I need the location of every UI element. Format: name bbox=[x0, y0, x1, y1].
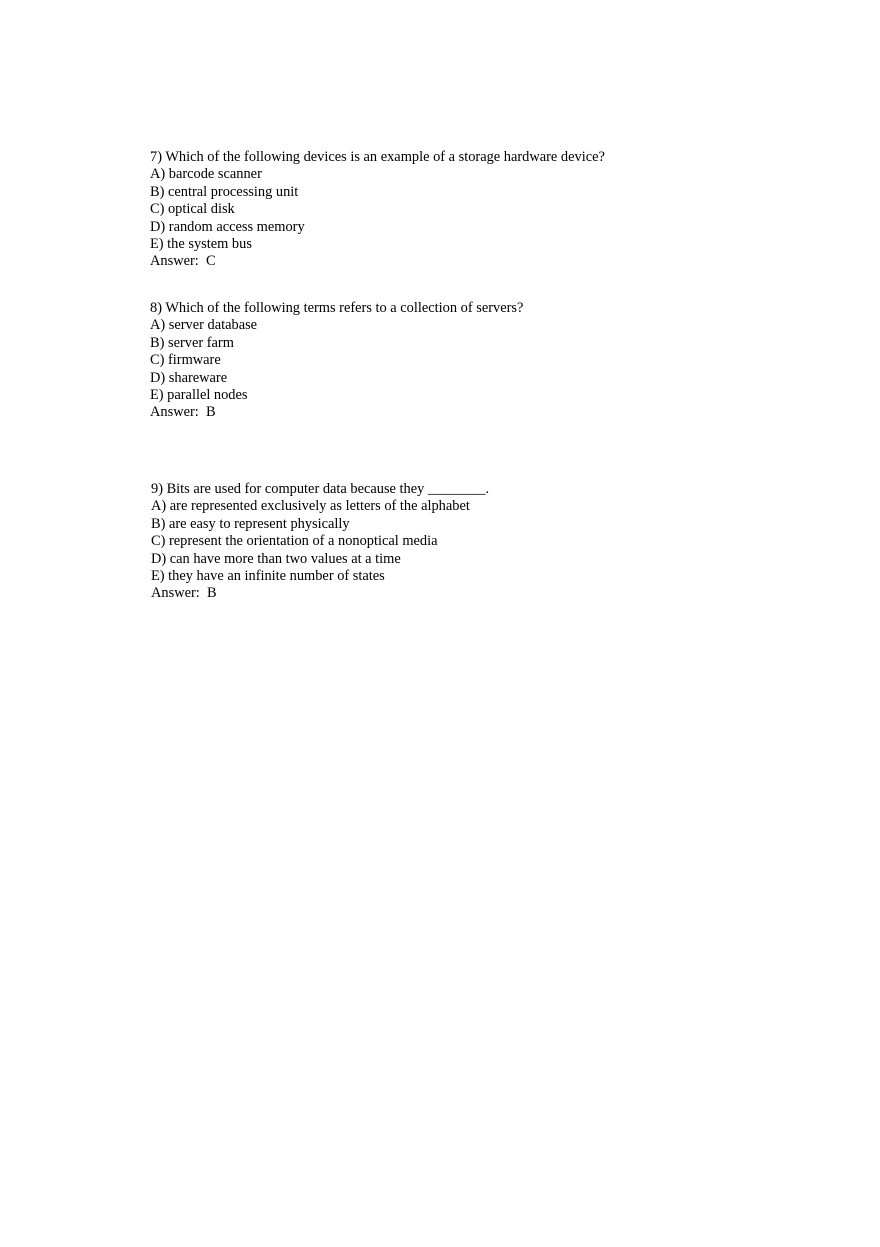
question-stem: 8) Which of the following terms refers to a collection of servers? bbox=[150, 300, 524, 316]
option-d: D) shareware bbox=[150, 369, 228, 386]
option-d: D) random access memory bbox=[150, 218, 305, 235]
question-stem: 9) Bits are used for computer data because they ________. bbox=[151, 481, 490, 497]
option-c: C) represent the orientation of a nonoptical media bbox=[151, 533, 438, 550]
question-stem: 7) Which of the following devices is an example of a storage hardware device? bbox=[150, 149, 605, 165]
option-b: B) are easy to represent physically bbox=[151, 515, 350, 532]
option-c: C) firmware bbox=[150, 352, 221, 369]
question-9 bbox=[151, 481, 851, 603]
option-a: A) barcode scanner bbox=[150, 166, 262, 183]
option-b: B) server farm bbox=[150, 334, 234, 351]
option-c: C) optical disk bbox=[150, 201, 235, 218]
answer: Answer: C bbox=[150, 253, 216, 270]
option-b: B) central processing unit bbox=[150, 183, 299, 200]
option-a: A) are represented exclusively as letters of the alphabet bbox=[151, 498, 470, 515]
question-8 bbox=[150, 300, 850, 422]
option-d: D) can have more than two values at a time bbox=[151, 550, 401, 567]
option-e: E) they have an infinite number of states bbox=[151, 568, 385, 585]
option-e: E) parallel nodes bbox=[150, 387, 248, 404]
option-a: A) server database bbox=[150, 317, 258, 334]
answer: Answer: B bbox=[150, 404, 216, 421]
option-e: E) the system bus bbox=[150, 236, 252, 253]
question-7 bbox=[150, 149, 850, 271]
answer: Answer: B bbox=[151, 585, 217, 602]
